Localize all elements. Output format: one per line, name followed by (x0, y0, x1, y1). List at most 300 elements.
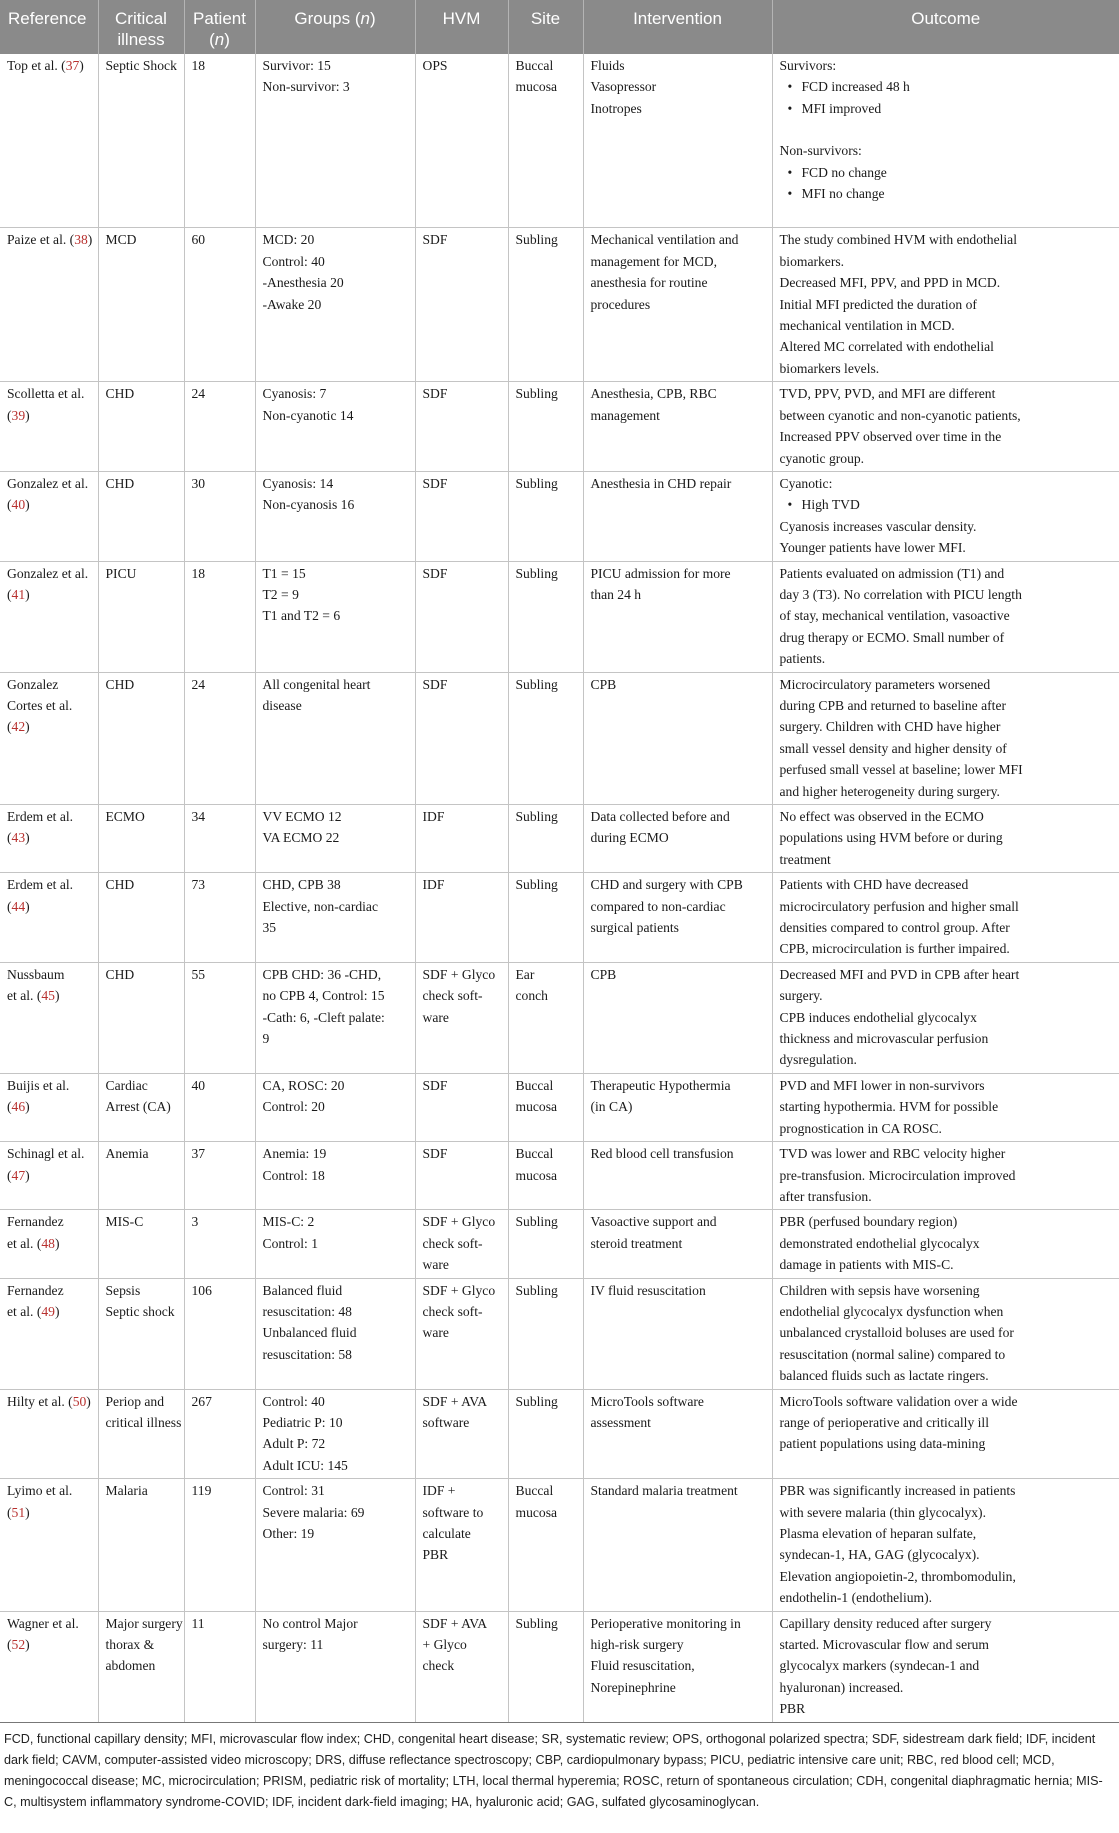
cell-hvm-line: SDF + Glyco (422, 1282, 496, 1298)
cell-intervention (583, 873, 772, 963)
outcome-line: Non-survivors: (779, 143, 862, 159)
header-outcome-label: Outcome (911, 9, 981, 28)
cell-groups-line: CA, ROSC: 20 (262, 1077, 345, 1093)
outcome-line: MicroTools software validation over a wide (779, 1393, 1018, 1409)
outcome-line: Decreased MFI, PPV, and PPD in MCD. (779, 275, 1001, 291)
cell-patients (184, 672, 255, 804)
cell-groups-line: Adult P: 72 (262, 1436, 326, 1452)
cell-groups-line: disease (262, 697, 302, 713)
cell-outcome (772, 561, 1119, 672)
table-row (0, 382, 1119, 472)
cell-hvm-line: calculate (422, 1526, 471, 1541)
cell-hvm (415, 1389, 508, 1479)
cell-patients (184, 1142, 255, 1210)
cell-hvm (415, 382, 508, 472)
cell-intervention-line: procedures (590, 296, 651, 312)
header-patient-label: Patient (n) (193, 9, 246, 49)
reference-text: Cortes et al. (7, 697, 73, 713)
cell-site-line: mucosa (515, 1167, 558, 1183)
cell-groups-line: T2 = 9 (262, 586, 299, 602)
cell-outcome (772, 1389, 1119, 1479)
reference-line (7, 674, 91, 695)
cell-groups-line: Pediatric P: 10 (262, 1414, 343, 1430)
cell-patients (184, 1073, 255, 1141)
outcome-line: Younger patients have lower MFI. (779, 540, 966, 556)
cell-groups-line: Control: 40 (262, 253, 325, 269)
reference-line (7, 695, 91, 716)
cell-critical-illness (98, 962, 184, 1073)
reference-line (7, 584, 91, 605)
cell-outcome (772, 471, 1119, 561)
cell-critical-illness (98, 1073, 184, 1141)
reference-text: ( (7, 1167, 12, 1183)
cell-groups-line: Cyanosis: 7 (262, 386, 327, 402)
cell-reference (0, 962, 98, 1073)
cell-critical-illness (98, 1142, 184, 1210)
cell-groups (255, 805, 415, 873)
outcome-line: range of perioperative and critically ill (779, 1414, 989, 1430)
cell-intervention (583, 1142, 772, 1210)
reference-paren: ) (25, 830, 30, 846)
header-critical-illness (98, 0, 184, 54)
cell-intervention (583, 561, 772, 672)
outcome-line: microcirculatory perfusion and higher small (779, 898, 1019, 914)
cell-groups-line: T1 = 15 (262, 565, 306, 581)
cell-intervention (583, 962, 772, 1073)
cell-patients-line: 11 (191, 1615, 205, 1631)
cell-intervention-line: CPB (590, 966, 617, 982)
cell-patients (184, 382, 255, 472)
cell-site (508, 1142, 583, 1210)
cell-groups-line: Non-cyanosis 16 (262, 497, 355, 513)
citation-link[interactable]: 37 (65, 58, 80, 73)
cell-critical-illness-line: Arrest (CA) (105, 1099, 171, 1115)
cell-intervention-line: assessment (590, 1414, 651, 1430)
cell-hvm-line: SDF + Glyco (422, 966, 496, 982)
outcome-line: after transfusion. (779, 1188, 872, 1204)
cell-intervention-line: during ECMO (590, 830, 669, 846)
cell-reference (0, 471, 98, 561)
citation-link[interactable]: 50 (72, 1393, 87, 1409)
cell-critical-illness-line: critical illness (105, 1414, 182, 1430)
table-row (0, 1389, 1119, 1479)
cell-hvm (415, 228, 508, 382)
cell-patients-line: 60 (191, 232, 206, 248)
cell-hvm-line: PBR (422, 1547, 449, 1563)
cell-hvm-line: check soft- (422, 988, 483, 1004)
table-row (0, 54, 1119, 228)
cell-reference (0, 54, 98, 228)
cell-groups-line: VV ECMO 12 (262, 809, 342, 824)
cell-intervention-line: Inotropes (590, 100, 642, 116)
citation-link[interactable]: 45 (41, 988, 55, 1004)
cell-intervention (583, 228, 772, 382)
cell-outcome (772, 672, 1119, 804)
cell-critical-illness-line: MCD (105, 232, 137, 248)
reference-text: Nussbaum (7, 966, 65, 982)
reference-paren: ) (54, 1235, 60, 1251)
cell-hvm-line: SDF (422, 386, 448, 402)
cell-reference (0, 1142, 98, 1210)
cell-outcome (772, 1073, 1119, 1141)
reference-line (7, 1096, 91, 1117)
reference-line (7, 1502, 91, 1523)
reference-paren: ) (79, 58, 84, 73)
table-body (0, 54, 1119, 1722)
citation-link[interactable]: 49 (41, 1303, 55, 1319)
cell-critical-illness-line: CHD (105, 386, 135, 402)
cell-hvm (415, 1073, 508, 1141)
cell-outcome (772, 1210, 1119, 1278)
cell-groups-line: Control: 18 (262, 1167, 325, 1183)
outcome-line: drug therapy or ECMO. Small number of (779, 629, 1005, 645)
cell-site-line: Subling (515, 1615, 558, 1631)
table-header-row (0, 0, 1119, 54)
cell-groups-line: All congenital heart (262, 676, 371, 692)
cell-groups (255, 54, 415, 228)
cell-patients-line: 34 (191, 809, 206, 824)
outcome-line: populations using HVM before or during (779, 830, 1003, 846)
cell-groups-line: No control Major (262, 1615, 358, 1631)
reference-text: Scolletta et al. (7, 386, 85, 402)
outcome-line: with severe malaria (thin glycocalyx). (779, 1504, 986, 1520)
reference-text: et al. ( (7, 1235, 42, 1251)
citation-link[interactable]: 43 (11, 830, 26, 846)
cell-hvm (415, 873, 508, 963)
header-intervention-label: Intervention (633, 9, 722, 28)
outcome-line: patient populations using data-mining (779, 1436, 986, 1452)
citation-link[interactable]: 42 (11, 719, 26, 735)
cell-groups-line: Anemia: 19 (262, 1146, 327, 1162)
cell-site (508, 382, 583, 472)
outcome-line: of stay, mechanical ventilation, vasoactive (779, 608, 1010, 624)
cell-groups-line: -Anesthesia 20 (262, 275, 344, 291)
cell-groups-line: Other: 19 (262, 1526, 315, 1541)
citation-link[interactable]: 41 (11, 586, 26, 602)
outcome-line: resuscitation (normal saline) compared to (779, 1346, 1006, 1362)
cell-intervention-line: Perioperative monitoring in (590, 1615, 741, 1631)
outcome-line: biomarkers levels. (779, 360, 880, 376)
reference-text: ( (7, 1504, 12, 1520)
cell-site-line: Subling (515, 1282, 558, 1298)
reference-paren: ) (54, 988, 60, 1004)
cell-patients-line: 18 (191, 565, 206, 581)
outcome-line: PBR (779, 1701, 806, 1717)
cell-outcome (772, 962, 1119, 1073)
cell-site (508, 1479, 583, 1611)
cell-hvm-line: ware (422, 1257, 449, 1273)
outcome-line: PVD and MFI lower in non-survivors (779, 1077, 985, 1093)
header-outcome (772, 0, 1119, 54)
cell-patients (184, 228, 255, 382)
citation-link[interactable]: 40 (11, 497, 26, 513)
cell-groups-line: Cyanosis: 14 (262, 475, 334, 491)
citation-link[interactable]: 52 (11, 1637, 26, 1653)
cell-site (508, 1389, 583, 1479)
reference-text: ( (7, 1637, 12, 1653)
cell-intervention-line: management (590, 407, 660, 423)
table-row (0, 1142, 1119, 1210)
outcome-line: Initial MFI predicted the duration of (779, 296, 977, 312)
cell-outcome (772, 228, 1119, 382)
reference-text: Gonzalez et al. (7, 565, 89, 581)
outcome-line: balanced fluids such as lactate ringers. (779, 1368, 989, 1384)
outcome-line: pre-transfusion. Microcirculation improved (779, 1167, 1016, 1183)
cell-patients-line: 267 (191, 1393, 212, 1409)
outcome-line: Survivors: (779, 58, 837, 73)
cell-patients (184, 962, 255, 1073)
cell-site-line: Buccal (515, 1146, 554, 1162)
cell-hvm-line: OPS (422, 58, 448, 73)
reference-line (7, 827, 91, 848)
outcome-line: glycocalyx markers (syndecan-1 and (779, 1658, 980, 1674)
cell-groups-line: Survivor: 15 (262, 58, 331, 73)
reference-text: ( (7, 830, 12, 846)
outcome-line: starting hypothermia. HVM for possible (779, 1099, 999, 1115)
cell-groups-line: no CPB 4, Control: 15 (262, 988, 385, 1004)
citation-link[interactable]: 47 (11, 1167, 26, 1183)
cell-groups-line: MIS-C: 2 (262, 1214, 315, 1230)
outcome-line: Decreased MFI and PVD in CPB after heart (779, 966, 1020, 982)
reference-line (7, 494, 91, 515)
reference-text: et al. ( (7, 1303, 42, 1319)
outcome-line: Patients with CHD have decreased (779, 877, 969, 893)
cell-groups (255, 1611, 415, 1722)
cell-patients (184, 1389, 255, 1479)
cell-critical-illness-line: Periop and (105, 1393, 165, 1409)
cell-site-line: Ear (515, 966, 535, 982)
citation-link[interactable]: 39 (11, 407, 26, 423)
cell-groups-line: Unbalanced fluid (262, 1325, 357, 1341)
cell-reference (0, 873, 98, 963)
table-row (0, 1278, 1119, 1389)
outcome-line: day 3 (T3). No correlation with PICU length (779, 586, 1022, 602)
cell-site (508, 1210, 583, 1278)
cell-patients-line: 40 (191, 1077, 206, 1093)
table-row (0, 228, 1119, 382)
reference-text: Hilty et al. ( (7, 1393, 73, 1409)
reference-paren: ) (25, 1504, 30, 1520)
reference-text: Top et al. ( (7, 58, 66, 73)
outcome-line: densities compared to control group. After (779, 920, 1010, 936)
cell-hvm-line: SDF (422, 1146, 448, 1162)
outcome-line: surgery. Children with CHD have higher (779, 719, 1001, 735)
cell-critical-illness-line: thorax & (105, 1637, 155, 1653)
cell-patients-line: 3 (191, 1214, 199, 1230)
cell-intervention-line: Anesthesia in CHD repair (590, 475, 732, 491)
cell-intervention-line: (in CA) (590, 1099, 633, 1115)
cell-intervention-line: surgical patients (590, 920, 679, 936)
cell-groups-line: Severe malaria: 69 (262, 1504, 365, 1520)
cell-intervention-line: high-risk surgery (590, 1637, 684, 1653)
reference-line (7, 473, 91, 494)
cell-site (508, 873, 583, 963)
reference-line (7, 1634, 91, 1655)
outcome-line: perfused small vessel at baseline; lower MFI (779, 762, 1023, 778)
cell-hvm-line: IDF + (422, 1483, 456, 1499)
cell-intervention (583, 1278, 772, 1389)
cell-hvm-line: SDF (422, 232, 448, 248)
cell-reference (0, 561, 98, 672)
cell-intervention-line: IV fluid resuscitation (590, 1282, 706, 1298)
reference-line (7, 896, 91, 917)
reference-text: Fernandez (7, 1214, 64, 1230)
reference-text: Erdem et al. (7, 809, 74, 824)
cell-hvm-line: IDF (422, 809, 445, 824)
reference-line (7, 716, 91, 737)
cell-groups (255, 471, 415, 561)
table-row (0, 672, 1119, 804)
outcome-line: PBR (perfused boundary region) (779, 1214, 958, 1230)
citation-link[interactable]: 46 (11, 1099, 26, 1115)
cell-intervention (583, 805, 772, 873)
cell-groups-line: CPB CHD: 36 -CHD, (262, 966, 382, 982)
cell-critical-illness-line: abdomen (105, 1658, 156, 1674)
reference-line (7, 1165, 91, 1186)
cell-hvm (415, 672, 508, 804)
cell-patients (184, 1210, 255, 1278)
outcome-line: biomarkers. (779, 253, 845, 269)
cell-site (508, 962, 583, 1073)
cell-hvm-line: SDF + Glyco (422, 1214, 496, 1230)
reference-text: ( (7, 497, 12, 513)
cell-groups-line: resuscitation: 48 (262, 1303, 352, 1319)
reference-paren: ) (25, 1637, 30, 1653)
outcome-line: Capillary density reduced after surgery (779, 1615, 992, 1631)
cell-patients (184, 873, 255, 963)
reference-line (7, 405, 91, 426)
cell-site (508, 805, 583, 873)
table-row (0, 1479, 1119, 1611)
cell-site-line: Subling (515, 386, 558, 402)
cell-critical-illness-line: CHD (105, 475, 135, 491)
reference-text: Wagner et al. (7, 1615, 79, 1631)
outcome-line: Children with sepsis have worsening (779, 1282, 980, 1298)
outcome-line: The study combined HVM with endothelial (779, 232, 1017, 248)
cell-intervention-line: Anesthesia, CPB, RBC (590, 386, 717, 402)
cell-outcome (772, 1611, 1119, 1722)
reference-line (7, 1613, 91, 1634)
reference-text: Schinagl et al. (7, 1146, 85, 1162)
reference-line (7, 1143, 91, 1164)
header-site-label: Site (530, 9, 561, 28)
cell-site-line: Subling (515, 676, 558, 692)
outcome-line: and higher heterogeneity during surgery. (779, 783, 1000, 799)
cell-groups-line: 9 (262, 1031, 270, 1047)
cell-groups (255, 1073, 415, 1141)
cell-hvm-line: IDF (422, 877, 445, 893)
citation-link[interactable]: 51 (11, 1504, 26, 1520)
reference-line (7, 1301, 91, 1322)
outcome-line: treatment (779, 851, 831, 867)
cell-site-line: mucosa (515, 1504, 558, 1520)
cell-critical-illness-line: CHD (105, 676, 135, 692)
cell-site (508, 1073, 583, 1141)
cell-intervention-line: Fluids (590, 58, 625, 73)
outcome-line: thickness and microvascular perfusion (779, 1031, 989, 1047)
table-row (0, 471, 1119, 561)
cell-site-line: Subling (515, 1214, 558, 1230)
cell-hvm-line: software to (422, 1504, 484, 1520)
cell-site-line: Buccal (515, 1077, 554, 1093)
cell-site-line: Subling (515, 1393, 558, 1409)
reference-text: Erdem et al. (7, 877, 74, 893)
header-hvm (415, 0, 508, 54)
cell-site-line: Subling (515, 232, 558, 248)
cell-groups (255, 962, 415, 1073)
table-row (0, 873, 1119, 963)
cell-intervention-line: anesthesia for routine (590, 275, 708, 291)
cell-intervention-line: Fluid resuscitation, (590, 1658, 695, 1674)
cell-reference (0, 1479, 98, 1611)
reference-line (7, 806, 91, 827)
cell-patients-line: 73 (191, 877, 206, 893)
cell-site-line: Subling (515, 877, 558, 893)
cell-critical-illness-line: Anemia (105, 1146, 149, 1162)
cell-intervention (583, 1611, 772, 1722)
cell-intervention-line: Standard malaria treatment (590, 1483, 738, 1499)
cell-groups-line: Non-cyanotic 14 (262, 407, 354, 423)
cell-intervention (583, 1073, 772, 1141)
cell-patients (184, 1278, 255, 1389)
cell-outcome (772, 382, 1119, 472)
reference-paren: ) (25, 1099, 30, 1115)
cell-hvm-line: + Glyco (422, 1637, 467, 1653)
cell-critical-illness (98, 672, 184, 804)
header-reference (0, 0, 98, 54)
cell-critical-illness (98, 1611, 184, 1722)
cell-groups-line: Control: 20 (262, 1099, 325, 1115)
cell-groups-line: Adult ICU: 145 (262, 1457, 348, 1473)
cell-site (508, 54, 583, 228)
header-reference-label: Reference (8, 9, 87, 28)
cell-groups-line: Control: 31 (262, 1483, 325, 1499)
cell-site (508, 228, 583, 382)
citation-link[interactable]: 44 (11, 898, 26, 914)
outcome-line: TVD was lower and RBC velocity higher (779, 1146, 1006, 1162)
cell-groups-line: 35 (262, 920, 277, 936)
cell-hvm (415, 54, 508, 228)
reference-paren: ) (25, 898, 30, 914)
outcome-bullet-item: • MFI improved (780, 98, 1113, 119)
cell-intervention (583, 1389, 772, 1479)
cell-site-line: Subling (515, 809, 558, 824)
cell-reference (0, 1210, 98, 1278)
outcome-line: cyanotic group. (779, 450, 865, 466)
cell-hvm-line: check (422, 1658, 455, 1674)
citation-link[interactable]: 48 (41, 1235, 55, 1251)
cell-groups-line: -Cath: 6, -Cleft palate: (262, 1009, 385, 1025)
citation-link[interactable]: 38 (74, 232, 88, 248)
cell-patients (184, 471, 255, 561)
outcome-line: Altered MC correlated with endothelial (779, 339, 994, 355)
cell-patients-line: 37 (191, 1146, 206, 1162)
cell-reference (0, 382, 98, 472)
cell-intervention-line: steroid treatment (590, 1235, 683, 1251)
header-intervention (583, 0, 772, 54)
cell-intervention-line: management for MCD, (590, 253, 717, 269)
cell-hvm-line: SDF (422, 565, 448, 581)
outcome-line: during CPB and returned to baseline after (779, 697, 1007, 713)
reference-line (7, 55, 91, 76)
outcome-line: between cyanotic and non-cyanotic patients, (779, 407, 1021, 423)
cell-hvm-line: SDF + AVA (422, 1393, 488, 1409)
header-patient (184, 0, 255, 54)
table-row (0, 1210, 1119, 1278)
cell-hvm (415, 1479, 508, 1611)
cell-outcome (772, 54, 1119, 228)
cell-critical-illness-line: CHD (105, 966, 135, 982)
